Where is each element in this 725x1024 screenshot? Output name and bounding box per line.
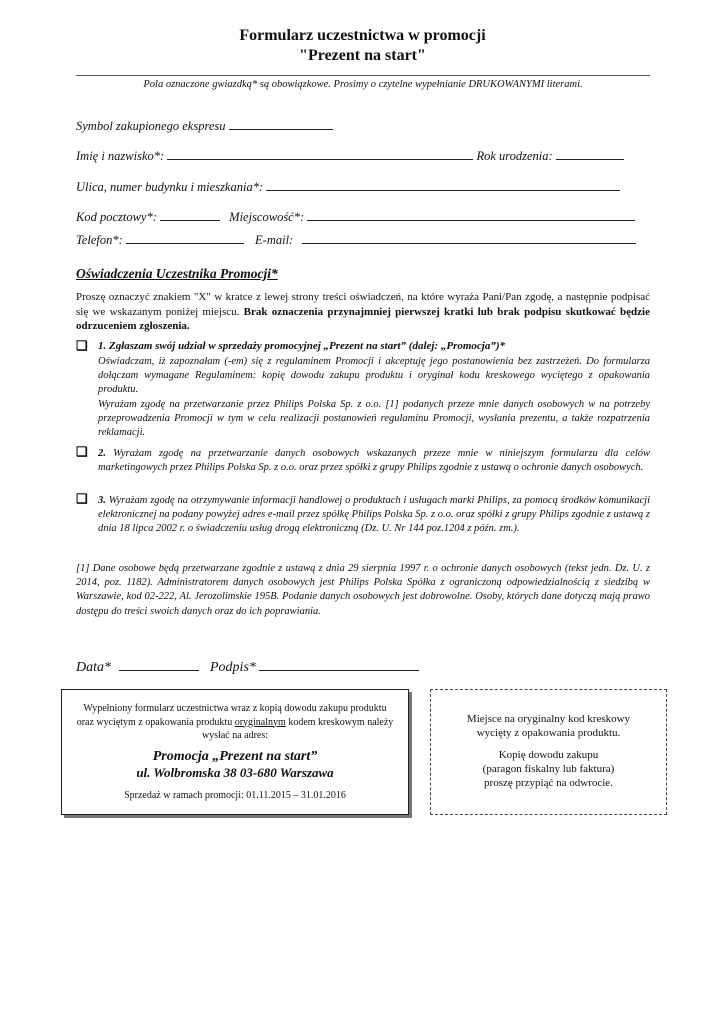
barcode-line5: proszę przypiąć na odwrocie. (484, 777, 613, 789)
barcode-line3: Kopię dowodu zakupu (498, 749, 599, 761)
name-label: Imię i nazwisko*: (76, 149, 165, 163)
consent-2-body: Wyrażam zgodę na przetwarzanie danych osobowych wskazanych przeze mnie w niniejszym formularzu dla celów marketingowych przez Philips Polska Sp. z o.o. oraz przez spółki z grupy Philips zgodnie z ustawą o ochronie danych osobowych. (98, 448, 650, 474)
name-input-line[interactable] (167, 148, 473, 160)
required-fields-note: Pola oznaczone gwiazdką* są obowiązkowe. Prosimy o czytelne wypełnianie DRUKOWANYMI literami. (143, 79, 583, 90)
symbol-label: Symbol zakupionego ekspresu (76, 119, 226, 133)
mailing-text-a: Wypełniony formularz uczestnictwa wraz z kopią dowodu zakupu produktu oraz wyciętym z opakowania produktu (76, 703, 387, 728)
intro-bold-text: Brak oznaczenia przynajmniej pierwszej kratki lub brak podpisu skutkować będzie odrzuceniem zgłoszenia. (76, 305, 650, 332)
mailing-instructions (74, 702, 396, 743)
checkbox-consent-2[interactable]: ❑ (76, 444, 88, 459)
field-row-name (76, 148, 624, 164)
signature-label: Podpis* (210, 660, 256, 675)
promotion-period: Sprzedaż w ramach promocji: 01.11.2015 – 31.01.2016 (124, 789, 346, 801)
consent-3-body: Wyrażam zgodę na otrzymywanie informacji handlowej o produktach i usługach marki Philips, za pomocą środków komunikacji elektronicznej na podany powyżej adres e-mail przez spółkę Philips Polska Sp. z o.o. oraz spółki z grupy Philips zgodnie z ustawą z dnia 18 lipca 2002 r. o świadczeniu usług drogą elektroniczną (Dz. U. Nr 144 poz.1204 z późn. zm.). (98, 495, 650, 535)
form-title-line1: Formularz uczestnictwa w promocji (239, 27, 486, 44)
address-line2: ul. Wolbromska 38 03-680 Warszawa (136, 764, 334, 780)
consent-3-text (98, 494, 650, 537)
declarations-intro (76, 290, 650, 334)
city-label: Miejscowość*: (229, 210, 305, 224)
field-row-street (76, 179, 620, 195)
consent-1-text-a: Oświadczam, iż zapoznałam (-em) się z regulaminem Promocji i akceptuję jego postanowienia bez zastrzeżeń. Do formularza dołączam wymagane Regulaminem: kopię dowodu zakupu produktu i oryginał kodu kreskowego wyciętego z opakowania produktu. (98, 356, 650, 396)
barcode-attachment-box (430, 689, 667, 815)
birth-year-label: Rok urodzenia: (476, 149, 553, 163)
title-divider (76, 75, 650, 76)
barcode-line4: (paragon fiskalny lub faktura) (482, 763, 615, 775)
data-protection-footnote: [1] Dane osobowe będą przetwarzane zgodnie z ustawą z dnia 29 sierpnia 1997 r. o ochronie danych osobowych (tekst jedn. Dz. U. z 2014, poz. 1182). Administratorem danych osobowych jest Philips Polska Spółka z ograniczoną odpowiedzialnością z siedzibą w Warszawie, kod 02-222, Al. Jerozolimskie 195B. Podanie danych osobowych jest dobrowolne. Osoby, których dane dotyczą mają prawo dostępu do treści swoich danych oraz do ich poprawiania. (76, 563, 650, 617)
field-row-symbol (76, 118, 333, 134)
birth-year-input-line[interactable] (556, 148, 624, 160)
checkbox-consent-3[interactable]: ❑ (76, 491, 88, 506)
mailing-text-underlined: oryginalnym (234, 716, 286, 728)
date-label: Data* (76, 660, 111, 675)
form-title-line2: "Prezent na start" (299, 47, 426, 64)
barcode-line1: Miejsce na oryginalny kod kreskowy (466, 713, 631, 725)
street-label: Ulica, numer budynku i mieszkania*: (76, 180, 264, 194)
barcode-line2: wycięty z opakowania produktu. (476, 727, 621, 739)
field-row-contact (76, 232, 636, 248)
declarations-heading: Oświadczenia Uczestnika Promocji* (76, 266, 278, 281)
email-label: E-mail: (255, 233, 294, 247)
consent-1-text-b: Wyrażam zgodę na przetwarzanie przez Philips Polska Sp. z o.o. [1] podanych przeze mnie danych osobowych w na potrzeby przeprowadzenia Promocji w tym w celu realizacji postanowień regulaminu Promocji, wysłania prezentu, a także rozpatrzenia reklamacji. (98, 399, 650, 439)
mailing-address-box (61, 689, 409, 815)
field-row-city (76, 209, 635, 225)
city-input-line[interactable] (307, 209, 635, 221)
postal-code-input-line[interactable] (160, 209, 220, 221)
intro-normal-text: Proszę oznaczyć znakiem "X" w kratce z lewej strony treści oświadczeń, na które wyraża Pani/Pan zgodę, a następnie podpisać się we wskazanym poniżej miejscu. (76, 291, 650, 318)
signature-input-line[interactable] (259, 659, 419, 671)
checkbox-consent-1[interactable]: ❑ (76, 338, 88, 353)
consent-3-number: 3. (98, 495, 106, 506)
signature-row (76, 659, 419, 676)
postal-code-label: Kod pocztowy*: (76, 210, 157, 224)
symbol-input-line[interactable] (229, 118, 333, 130)
consent-1-title: 1. Zgłaszam swój udział w sprzedaży promocyjnej „Prezent na start” (dalej: „Promocja”)* (98, 340, 506, 352)
phone-label: Telefon*: (76, 233, 123, 247)
mailing-text-b: kodem kreskowym należy wysłać na adres: (201, 716, 394, 741)
consent-2-text (98, 447, 650, 475)
address-line1: Promocja „Prezent na start” (152, 748, 318, 764)
street-input-line[interactable] (266, 179, 620, 191)
consent-2-number: 2. (98, 448, 106, 459)
barcode-box-text (431, 712, 666, 790)
date-input-line[interactable] (119, 659, 199, 671)
phone-input-line[interactable] (126, 232, 244, 244)
email-input-line[interactable] (302, 232, 636, 244)
